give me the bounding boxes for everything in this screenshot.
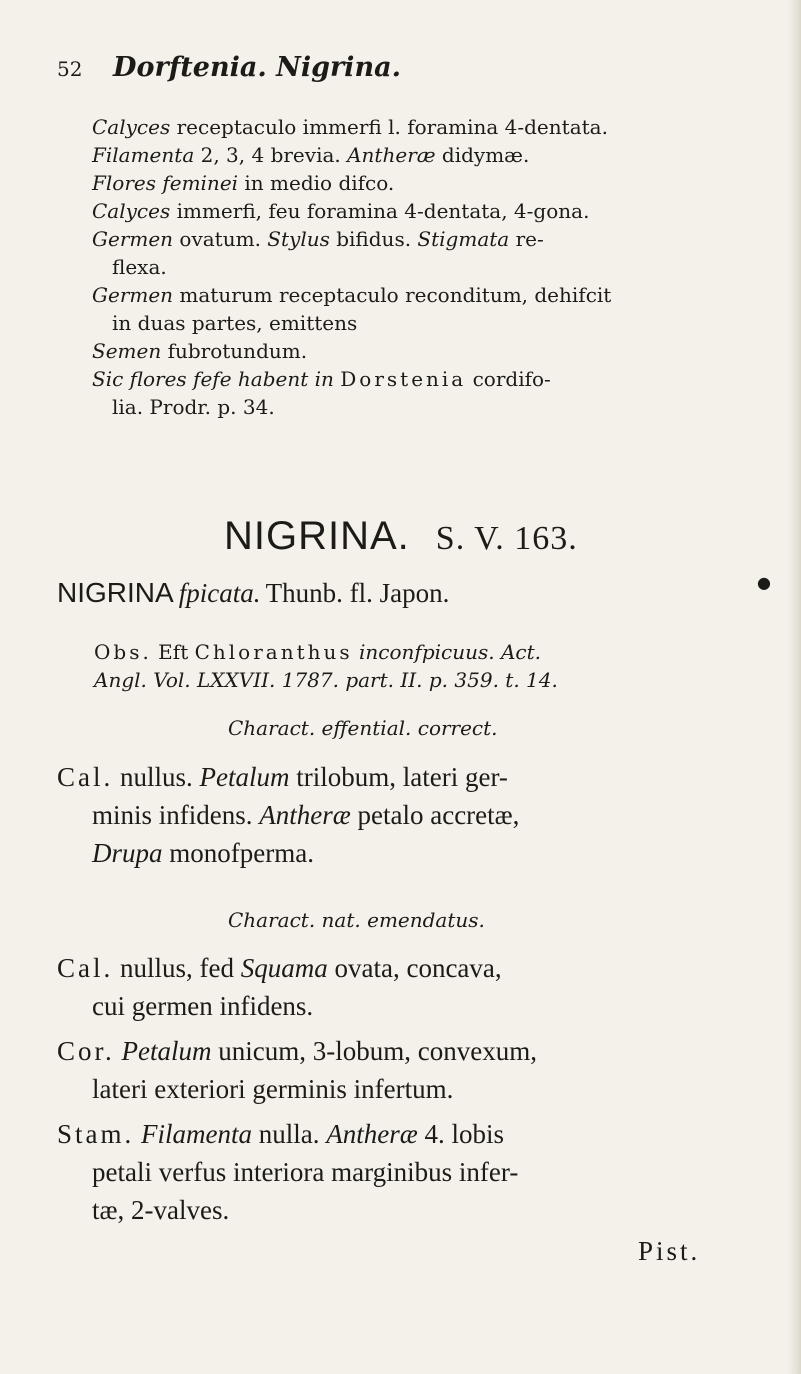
text-line: Semen fubrotundum. <box>92 339 308 363</box>
text-line: cui germen infidens. <box>92 991 314 1021</box>
text-line: Sic flores fefe habent in Dorstenia cordifo- <box>92 367 551 391</box>
text-line: petali verfus interiora marginibus infer- <box>92 1157 519 1187</box>
species-line: NIGRINA fpicata. Thunb. fl. Japon. <box>57 577 450 608</box>
observation-reference: Angl. Vol. LXXVII. 1787. part. II. p. 359. t. 14. <box>94 668 558 692</box>
text-line: lia. Prodr. p. 34. <box>112 395 275 419</box>
text-line: Drupa monofperma. <box>92 838 314 868</box>
text-line: Flores feminei in medio difco. <box>92 171 395 195</box>
ink-mark: ● <box>757 573 771 592</box>
text-line: tæ, 2-valves. <box>92 1195 230 1225</box>
text-line: Calyces immerfi, feu foramina 4-dentata, 4-gona. <box>92 199 590 223</box>
text-line: in duas partes, emittens <box>112 311 358 335</box>
essential-character-heading: Charact. effential. correct. <box>228 716 498 740</box>
text-line: Cal. nullus. Petalum trilobum, lateri ger- <box>57 762 508 792</box>
text-line: flexa. <box>112 255 167 279</box>
text-line: Cal. nullus, fed Squama ovata, concava, <box>57 953 502 983</box>
page-edge <box>787 0 801 1374</box>
text-line: Germen ovatum. Stylus bifidus. Stigmata re- <box>92 227 544 251</box>
running-title: Dorftenia. Nigrina. <box>113 52 401 83</box>
running-header <box>57 52 401 83</box>
text-line: Germen maturum receptaculo reconditum, dehifcit <box>92 283 612 307</box>
text-line: Filamenta 2, 3, 4 brevia. Antheræ didymæ. <box>92 143 530 167</box>
text-line: minis infidens. Antheræ petalo accretæ, <box>92 800 520 830</box>
text-line: Stam. Filamenta nulla. Antheræ 4. lobis <box>57 1119 505 1149</box>
text-line: Calyces receptaculo immerfi l. foramina 4-dentata. <box>92 115 608 139</box>
observation-line: Obs. Eft Chloranthus inconfpicuus. Act. <box>94 640 541 664</box>
page-number: 52 <box>57 57 83 81</box>
text-line: lateri exteriori germinis infertum. <box>92 1074 454 1104</box>
system-reference: S. V. 163. <box>435 520 578 557</box>
catchword: Pist. <box>638 1236 701 1266</box>
genus-heading: NIGRINA. S. V. 163. <box>224 514 578 558</box>
natural-character-heading: Charact. nat. emendatus. <box>228 908 485 932</box>
text-line: Cor. Petalum unicum, 3-lobum, convexum, <box>57 1036 537 1066</box>
